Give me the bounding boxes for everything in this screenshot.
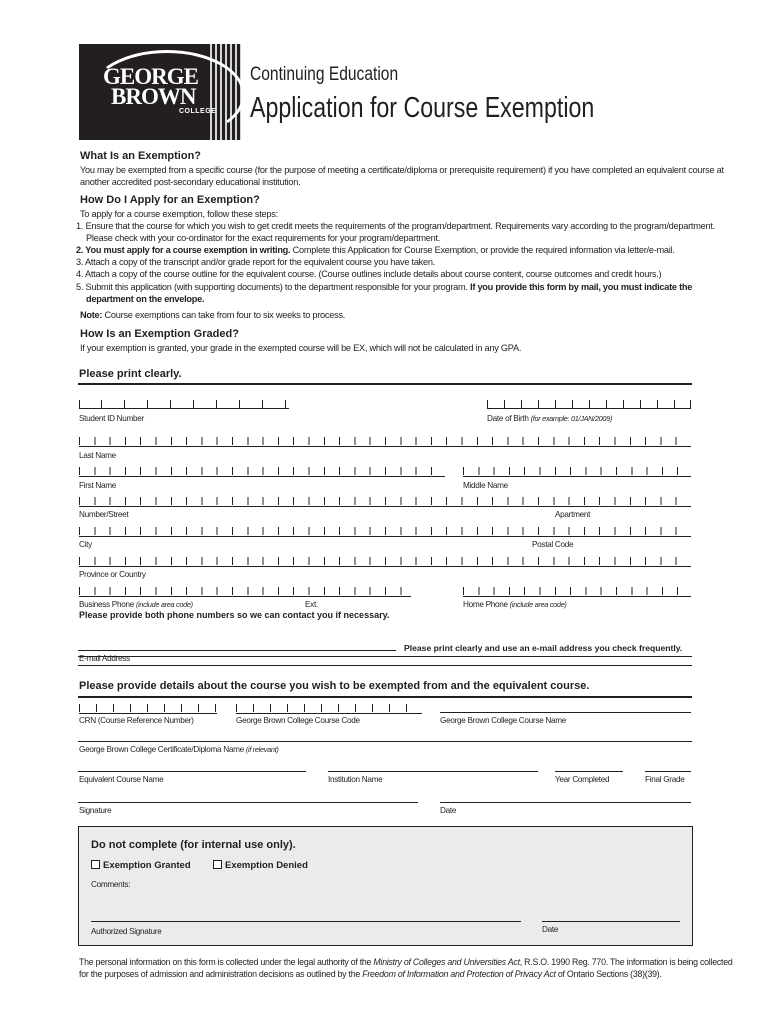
- apply-step-5: [76, 281, 692, 293]
- date-field[interactable]: [440, 802, 691, 803]
- apply-note: [80, 309, 345, 321]
- course-details-heading: Please provide details about the course you wish to be exempted from and the equivalent course.: [79, 680, 590, 692]
- ext-label: Ext.: [305, 600, 318, 609]
- crn-field[interactable]: [79, 703, 217, 714]
- signature-field[interactable]: [78, 802, 418, 803]
- institution-field[interactable]: [328, 771, 538, 772]
- course-code-label: George Brown College Course Code: [236, 716, 360, 725]
- apply-step-2: [76, 244, 675, 256]
- course-code-field[interactable]: [236, 703, 422, 714]
- denied-checkbox[interactable]: [213, 860, 222, 869]
- student-id-field[interactable]: [79, 399, 289, 409]
- denied-label: Exemption Denied: [225, 860, 308, 871]
- student-id-label: Student ID Number: [79, 414, 144, 423]
- first-name-label: First Name: [79, 481, 117, 490]
- section-heading-exemption: What Is an Exemption?: [80, 150, 202, 162]
- apply-step-1-cont: Please check with your co-ordinator for the exact requirements for your program/department.: [86, 233, 441, 243]
- note-label: Note:: [80, 310, 103, 320]
- email-field[interactable]: [78, 650, 396, 651]
- exemption-denied-option[interactable]: [213, 860, 308, 871]
- equiv-course-field[interactable]: [78, 771, 306, 772]
- internal-use-box: [78, 826, 693, 946]
- authorized-signature-label: Authorized Signature: [91, 927, 162, 936]
- home-phone-hint: (include area code): [509, 600, 567, 609]
- exemption-granted-option[interactable]: [91, 860, 191, 871]
- note-text: Course exemptions can take from four to six weeks to process.: [102, 310, 346, 320]
- cert-field[interactable]: [78, 741, 692, 742]
- email-note: Please print clearly and use an e-mail address you check frequently.: [404, 643, 683, 653]
- apply-step-5-bold: If you provide this form by mail, you must indicate the: [470, 282, 693, 292]
- home-phone-field[interactable]: [463, 586, 691, 597]
- city-field[interactable]: [79, 526, 691, 537]
- province-label: Province or Country: [79, 570, 146, 579]
- apply-step-2-rest: Complete this Application for Course Exemption, or provide the required information via letter/e-mail.: [290, 245, 675, 255]
- crn-label: CRN (Course Reference Number): [79, 716, 194, 725]
- email-rule: [78, 656, 692, 657]
- business-phone-field[interactable]: [79, 586, 411, 597]
- apply-intro: To apply for a course exemption, follow these steps:: [80, 209, 278, 219]
- city-label: City: [79, 540, 92, 549]
- signature-label: Signature: [79, 806, 112, 815]
- dob-label-text: Date of Birth: [487, 414, 529, 423]
- last-name-field[interactable]: [79, 436, 691, 447]
- business-phone-text: Business Phone: [79, 600, 134, 609]
- comments-label: Comments:: [91, 880, 131, 889]
- header-subtitle: Continuing Education: [250, 64, 399, 85]
- grade-label: Final Grade: [645, 775, 685, 784]
- exemption-text-2: another accredited post-secondary educational institution.: [80, 177, 301, 187]
- business-phone-label: [79, 600, 193, 609]
- page-title: Application for Course Exemption: [250, 92, 595, 124]
- apply-step-2-bold: 2. You must apply for a course exemption in writing.: [76, 245, 291, 255]
- home-phone-label: [463, 600, 567, 609]
- dob-example: (for example: 01/JAN/2009): [530, 414, 613, 423]
- apply-step-1: 1. Ensure that the course for which you wish to get credit meets the requirements of the program/department. Requirements vary according to the program/department.: [76, 221, 715, 231]
- equiv-course-label: Equivalent Course Name: [79, 775, 164, 784]
- footer-1c: , R.S.O. 1990 Reg. 770. The information is being collected: [519, 957, 733, 967]
- course-name-field[interactable]: [440, 712, 691, 713]
- cert-label-text: George Brown College Certificate/Diploma Name: [79, 745, 244, 754]
- institution-label: Institution Name: [328, 775, 383, 784]
- business-phone-hint: (include area code): [135, 600, 193, 609]
- apply-step-5-bold-cont: department on the envelope.: [86, 294, 205, 304]
- granted-checkbox[interactable]: [91, 860, 100, 869]
- first-name-field[interactable]: [79, 466, 445, 477]
- province-field[interactable]: [79, 556, 691, 567]
- apply-step-5-rest: 5. Submit this application (with supporting documents) to the department responsible for your program.: [76, 282, 471, 292]
- course-heading-rule: [78, 696, 692, 698]
- dob-field[interactable]: [487, 399, 691, 409]
- print-clearly-heading: Please print clearly.: [79, 368, 182, 380]
- internal-date-label: Date: [542, 925, 559, 934]
- date-label: Date: [440, 806, 457, 815]
- apply-step-4: 4. Attach a copy of the course outline for the equivalent course. (Course outlines include details about course content, course outcomes and credit hours.): [76, 269, 662, 279]
- year-label: Year Completed: [555, 775, 610, 784]
- middle-name-field[interactable]: [463, 466, 691, 477]
- street-field[interactable]: [79, 496, 691, 507]
- course-name-label: George Brown College Course Name: [440, 716, 567, 725]
- logo-text-brown: BROWN: [111, 84, 196, 109]
- dob-label: [487, 414, 612, 423]
- phone-note: Please provide both phone numbers so we can contact you if necessary.: [79, 610, 390, 620]
- year-field[interactable]: [555, 771, 623, 772]
- home-phone-text: Home Phone: [463, 600, 508, 609]
- logo-text-college: COLLEGE: [179, 108, 217, 115]
- internal-date-field[interactable]: [542, 921, 680, 922]
- footer-line-2: [79, 968, 662, 980]
- authorized-signature-field[interactable]: [91, 921, 521, 922]
- middle-name-label: Middle Name: [463, 481, 508, 490]
- footer-line-1: [79, 956, 733, 968]
- email-label: E-mail Address: [79, 654, 130, 663]
- section-heading-graded: How Is an Exemption Graded?: [80, 328, 239, 340]
- email-section-rule: [78, 665, 692, 666]
- grade-field[interactable]: [645, 771, 691, 772]
- postal-code-label: Postal Code: [532, 540, 574, 549]
- footer-2b: Freedom of Information and Protection of Privacy Act: [362, 969, 556, 979]
- college-logo: [79, 44, 241, 140]
- granted-label: Exemption Granted: [103, 860, 191, 871]
- cert-label-note: (if relevant): [245, 745, 279, 754]
- internal-heading: Do not complete (for internal use only).: [91, 839, 296, 851]
- section-heading-apply: How Do I Apply for an Exemption?: [80, 194, 260, 206]
- footer-1b: Ministry of Colleges and Universities Act: [373, 957, 520, 967]
- footer-2a: for the purposes of admission and administration decisions as outlined by the: [79, 969, 363, 979]
- last-name-label: Last Name: [79, 451, 116, 460]
- street-label: Number/Street: [79, 510, 129, 519]
- logo-text-george: GEORGE: [103, 64, 198, 89]
- exemption-text-1: You may be exempted from a specific course (for the purpose of meeting a certificate/diploma or prerequisite requirement) if you have completed an equivalent course at: [80, 165, 724, 175]
- graded-text: If your exemption is granted, your grade in the exempted course will be EX, which will not be calculated in any GPA.: [80, 343, 522, 353]
- footer-2c: of Ontario Sections (38)(39).: [555, 969, 662, 979]
- cert-label: [79, 745, 278, 754]
- print-clearly-rule: [78, 383, 692, 385]
- apartment-label: Apartment: [555, 510, 591, 519]
- footer-1a: The personal information on this form is collected under the legal authority of the: [79, 957, 374, 967]
- apply-step-3: 3. Attach a copy of the transcript and/or grade report for the equivalent course you have taken.: [76, 257, 436, 267]
